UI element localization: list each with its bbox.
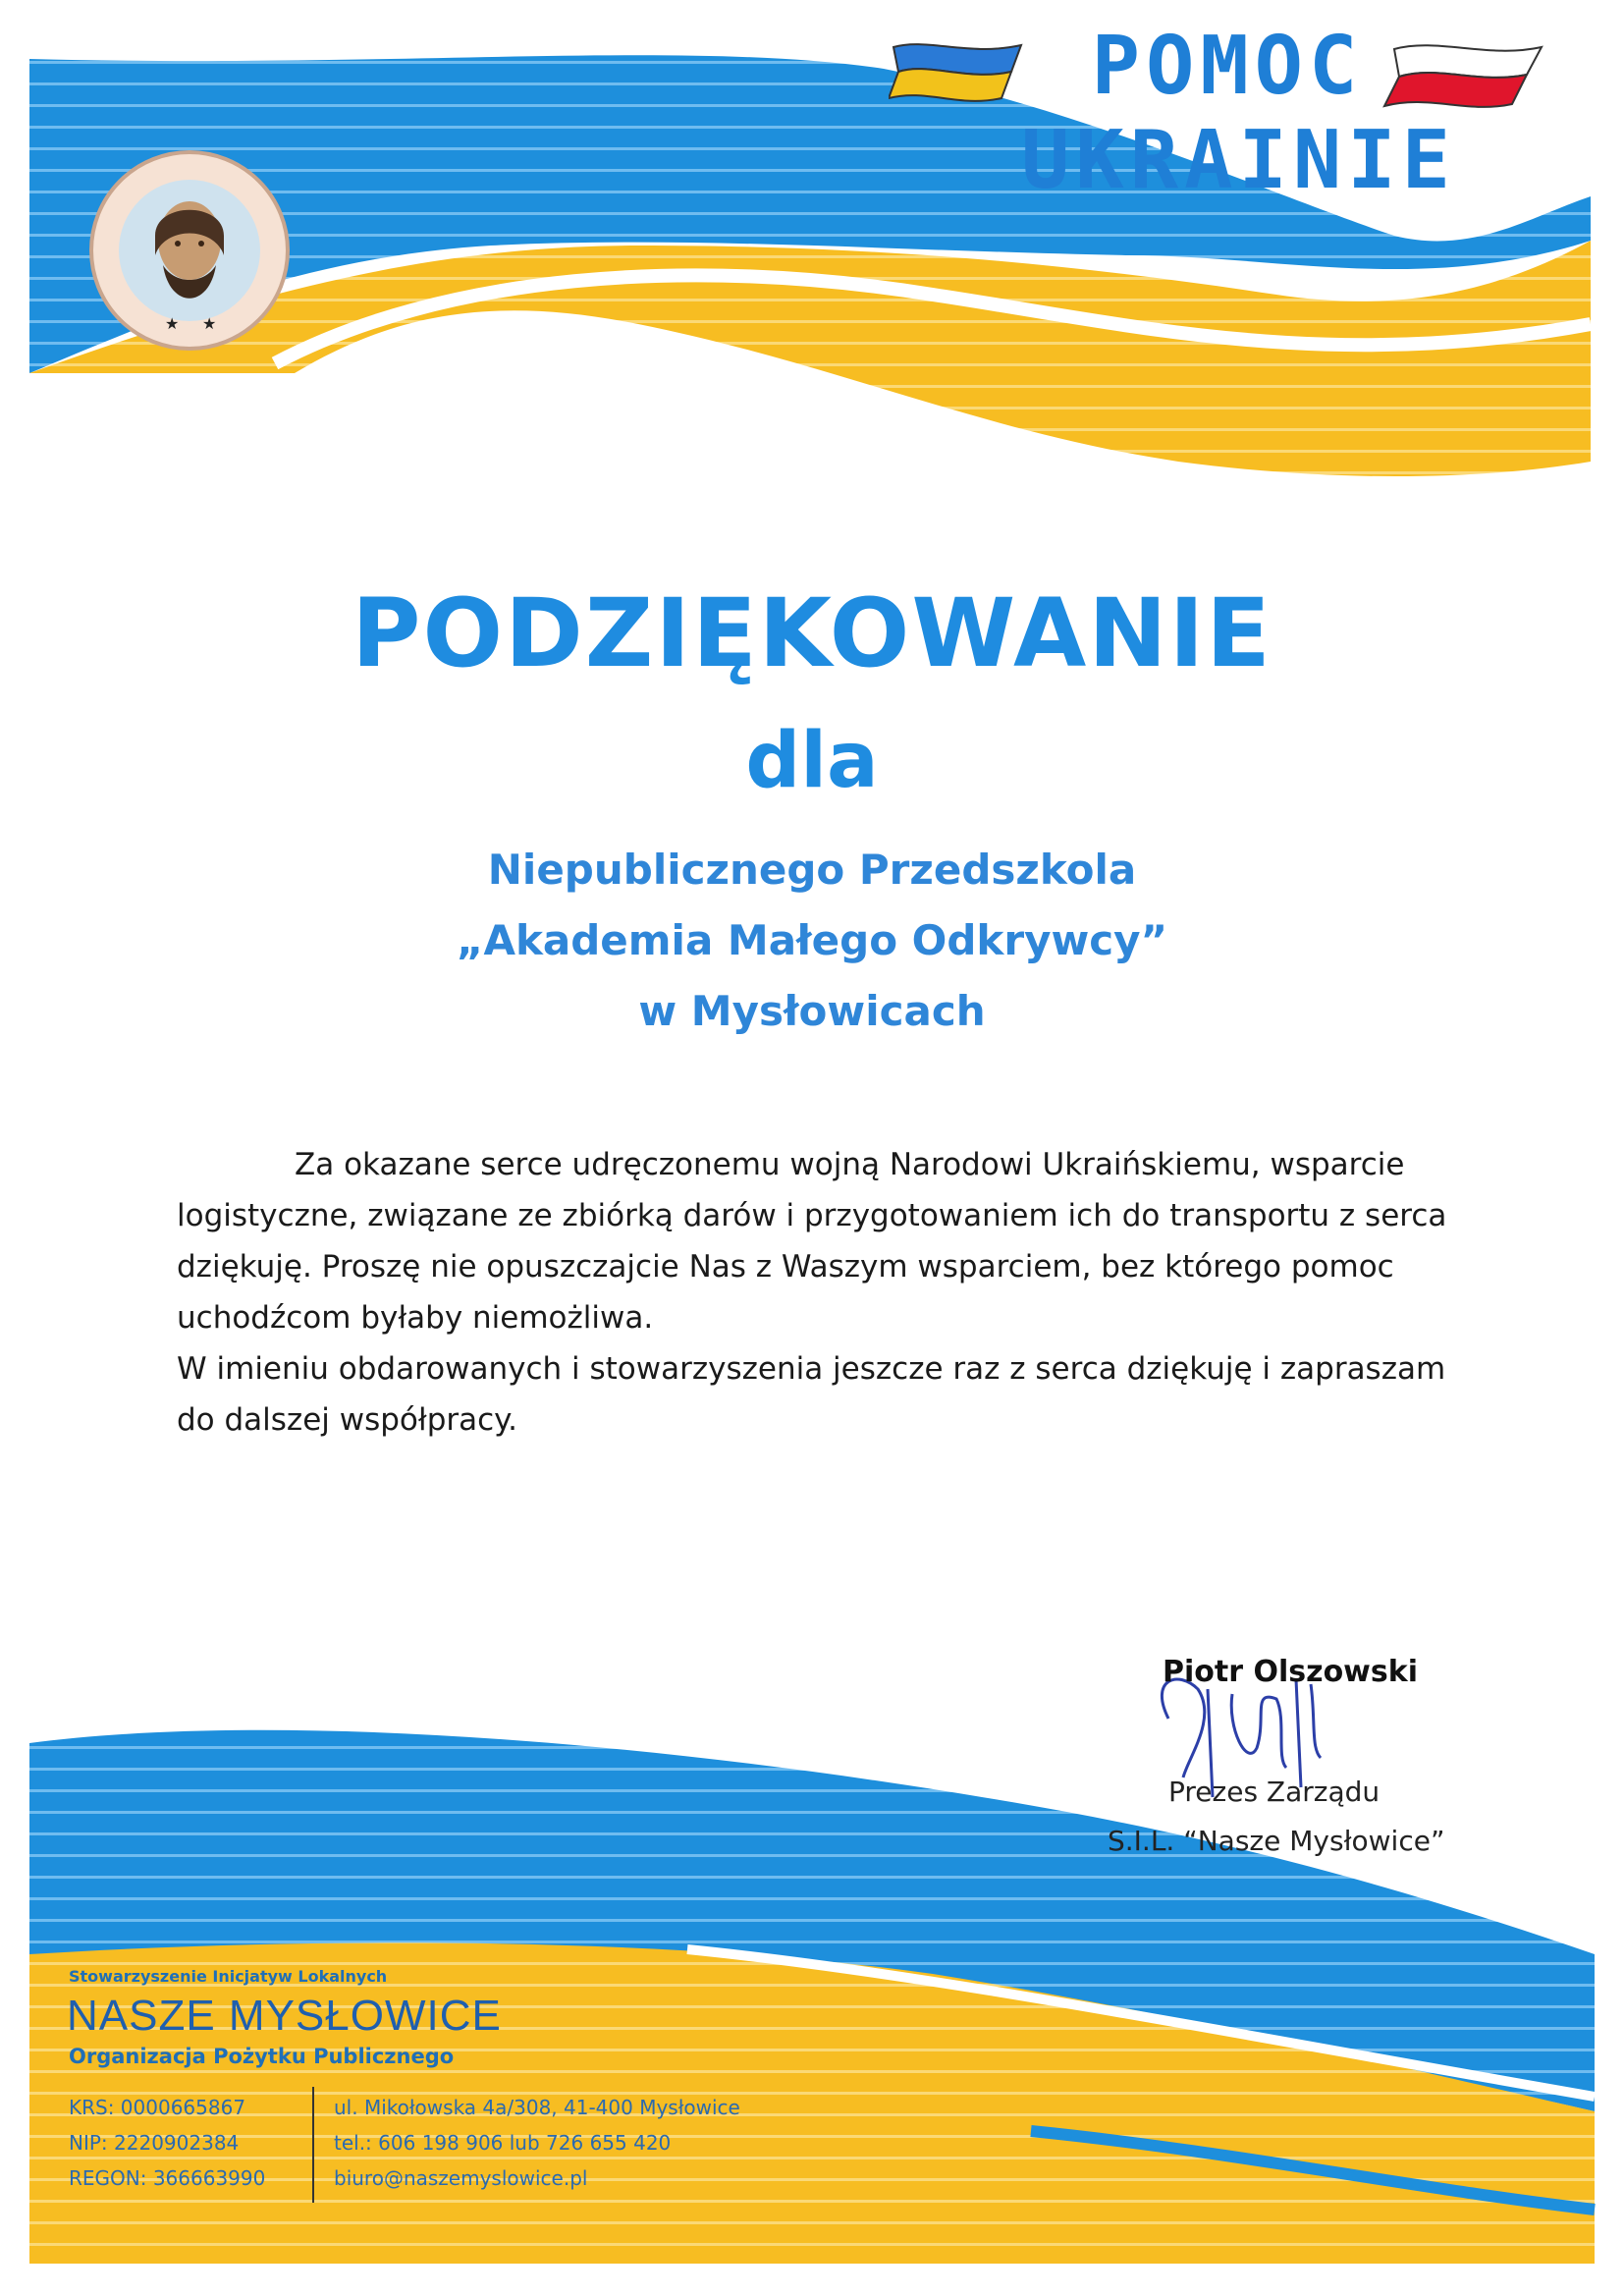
title-for: dla (745, 717, 879, 805)
signatory-role: Prezes Zarządu (1168, 1776, 1380, 1808)
footer-registry-info (69, 2090, 265, 2196)
document-title: PODZIĘKOWANIE (352, 578, 1272, 688)
recipient-line-2: „Akademia Małego Odkrywcy” (456, 916, 1168, 964)
recipient-line-1: Niepublicznego Przedszkola (487, 846, 1137, 894)
footer-nip: NIP: 2220902384 (69, 2131, 240, 2155)
footer-krs: KRS: 0000665867 (69, 2096, 246, 2119)
banner-line-1: POMOC (1091, 20, 1364, 113)
signatory-organization: S.I.L. “Nasze Mysłowice” (1108, 1825, 1445, 1857)
svg-text:★: ★ (202, 314, 217, 333)
svg-text:★: ★ (165, 314, 180, 333)
footer-org-label: Stowarzyszenie Inicjatyw Lokalnych (69, 1967, 388, 1986)
footer-regon: REGON: 366663990 (69, 2166, 266, 2190)
footer-phone: tel.: 606 198 906 lub 726 655 420 (334, 2131, 672, 2155)
footer-org-status: Organizacja Pożytku Publicznego (69, 2045, 455, 2068)
recipient-line-3: w Mysłowicach (638, 987, 986, 1035)
footer-contact-info (334, 2090, 740, 2196)
letter-body (177, 1139, 1453, 1446)
body-paragraph-1: Za okazane serce udręczonemu wojną Narodowi Ukraińskiemu, wsparcie logistyczne, związane ze zbiórką darów i przygotowaniem ich do transportu z serca dziękuję. Proszę nie opuszczajcie Nas z Waszym wsparciem, bez którego pomoc uchodźcom byłaby niemożliwa. (177, 1147, 1447, 1336)
ukraine-flag-icon (889, 37, 1026, 106)
footer-divider (312, 2087, 314, 2203)
signatory-name: Piotr Olszowski (1163, 1655, 1418, 1689)
recipient-block (0, 835, 1624, 1047)
footer-org-name: NASZE MYSŁOWICE (67, 1992, 502, 2040)
banner-title (1021, 20, 1456, 208)
banner-line-2: UKRAINIE (1021, 114, 1456, 207)
body-paragraph-2: W imieniu obdarowanych i stowarzyszenia jeszcze raz z serca dziękuję i zapraszam do dalszej współpracy. (177, 1351, 1446, 1438)
footer-email: biuro@naszemyslowice.pl (334, 2166, 588, 2190)
association-logo-seal (86, 147, 293, 354)
footer-address: ul. Mikołowska 4a/308, 41-400 Mysłowice (334, 2096, 740, 2119)
